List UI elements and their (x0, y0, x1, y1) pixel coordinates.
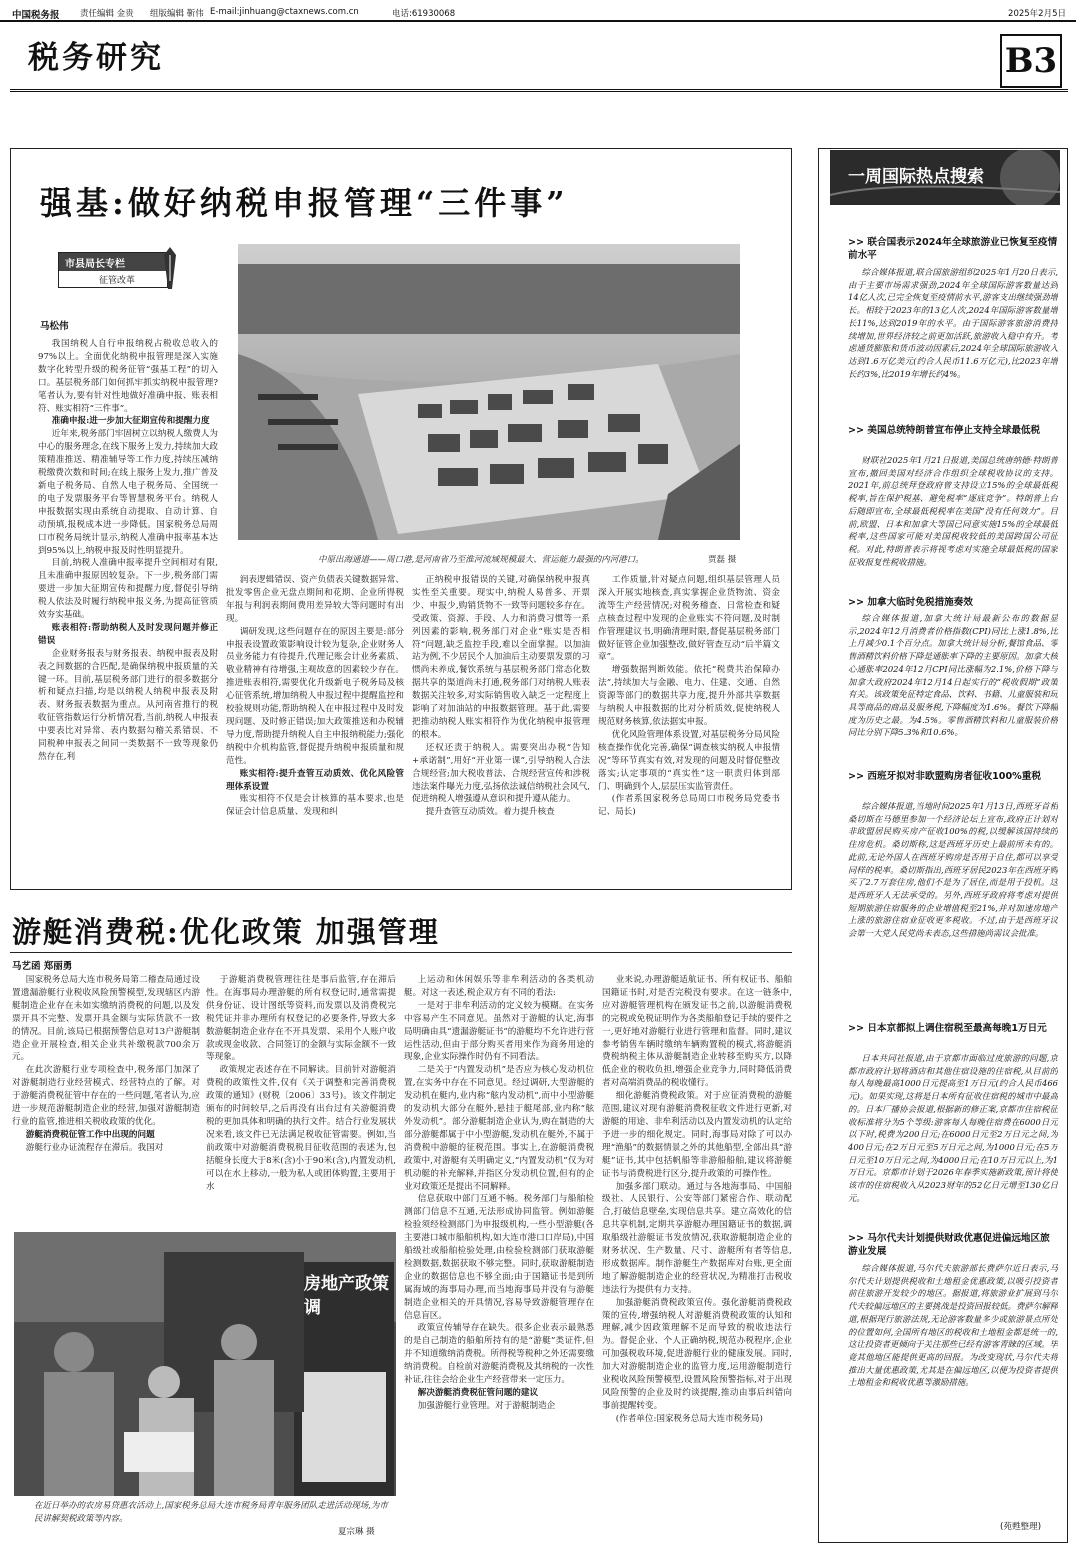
author-note: (作者系国家税务总局周口市税务局党委书记、局长) (598, 794, 780, 818)
sidebar-item-title: >> 日本京都拟上调住宿税至最高每晚1万日元 (848, 1023, 1047, 1034)
article2-col3 (404, 974, 594, 1538)
article1-col2 (226, 574, 404, 882)
page-number: B3 (1000, 34, 1062, 88)
paragraph: 企业财务报表与财务报表、纳税申报表及附表之间数据的合匹配,是确保纳税申报质量的关键一环。目前,基层税务部门进行的很多数据分析和疑点扫描,均是以纳税人纳税申报表及附表、财务报表数据为重点。从河南省推行的税收征管指数运行分析情况看,当前,纳税人申报表中要表比对异常、表内数据勾稽关系错误、不同税种申报表之间同一类数据不一致等现象仍然存在,利 (38, 648, 218, 762)
author-note: (作者单位:国家税务总局大连市税务局) (615, 1413, 763, 1424)
paragraph: 信息获取中部门互通不畅。税务部门与船舶检测部门信息不互通,无法形成协同监管。例如游艇检验须经检测部门为申报级机构,一些小型游艇(各主要港口城市船舶机构,如大连市港口口岸局),中国船级社或船舶检验处理,由检验检测部门获取游艇检测数据,数据获取不够完整。同时,获取游艇制造企业的数据信息也不够全面;由于国籍证书是到所属海域的海事局办理,而当地海事局并没有与游艇制造企业相关的开具情况,容易导致游艇管理存在信息盲区。 (404, 1194, 594, 1321)
sidebar-item-title: >> 马尔代夫计划提供财政优惠促进偏远地区旅游业发展 (848, 1233, 1050, 1257)
paragraph: 还权还责于纳税人。需要突出办税“告知+承诺制”,用好“开业第一课”,引导纳税人合法合规经营;加大税收普法、合规经营宣传和涉税违法案件曝光力度,弘扬依法诚信纳税社会风气,促进纳税人增强遵从意识和提升遵从能力。 (412, 742, 590, 805)
pen-icon (159, 245, 181, 291)
layout-editor: 组版编辑 靳伟 (150, 9, 204, 19)
paragraph: 加强游艇消费税政策宣传。强化游艇消费税政策的宣传,增强纳税人对游艇消费税政策的认知和理解,减少因政策理解不足而导致的税收违法行为。督促企业、个人正确纳税,规范办税程序,企业可加强税收环境,促进游艇行业的健康发展。同时,加大对游艇制造企业的监管力度,运用游艇制造行业税收风险预警模型,设置风险预警指标,对于出现风险预警的企业及时约谈提醒,推动由事后纠错向事前提醒转变。 (602, 1297, 792, 1411)
sidebar-item-body: 日本共同社报道,由于京都市面临过度旅游的问题,京都市政府计划将酒店和其他住宿设施的住宿税,从目前的每人每晚最高1000日元提高至1万日元(约合人民币466元)。如果实现,这将是日本所有征收住宿税的城市中最高的。日本厂播协会报道,根据新的修正案,京都市住宿税征收标准将分为5个等级:游客每人每晚住宿费在6000日元以下时,税费为200日元;在6000日元至2万日元之间,为400日元;在2万日元至5万日元之间,为1000日元;在5万日元至10万日元之间,为4000日元;在10万日元以上,为1万日元。京都市计划于2026年春季实施新政策,预计将使该市的住宿税收入从2023财年的52亿日元增至130亿日元。 (848, 1053, 1058, 1203)
paragraph: 我国纳税人自行申报纳税占税收总收入的97%以上。全面优化纳税申报管理是深入实施数字化转型升级的税务征管“强基工程”的切入口。基层税务部门如何抓牢抓实纳税申报管理?笔者认为,要有针对性地做好准确申报、账表相符、账实相符“三件事”。 (38, 339, 218, 414)
paragraph: 近年来,税务部门牢固树立以纳税人缴费人为中心的服务理念,在线下服务上发力,持续加大政策精准推送、精准辅导等工作力度,持续压减纳税缴费次数和时间;在线上服务上发力,推广普及新电子税务局、自然人电子税务局、全国统一的电子发票服务平台等智慧税务平台。纳税人申报数据实现由系统自动提取、自动计算、自动预填,报税成本进一步降低。国家税务总局周口市税务局统计显示,纳税人准确申报率基本达到95%以上,纳税申报及时性明显提升。 (38, 429, 218, 556)
article1-author: 马松伟 (40, 321, 69, 332)
sidebar-header (830, 150, 1060, 205)
paragraph: 业来说,办理游艇适航证书、所有权证书、船舶国籍证书时,对是否完税没有要求。在这一链条中,应对游艇管理机构在颁发证书之前,以游艇消费税的完税或免税证明作为各类船舶登记手续的要件之一,更好地对游艇行业进行管理和监督。同时,建议参考销售车辆时缴纳车辆购置税的模式,将游艇消费税纳税主体从游艇制造企业转移至购买方,以降低企业的税收负担,增强企业竞争力,同时降低消费者对高端消费品的税收懂行。 (602, 975, 792, 1089)
paragraph: 政策规定表述存在不同解读。目前针对游艇消费税的政策性文件,仅有《关于调整和完善消费税政策的通知》(财税〔2006〕33号)。该文件制定颁布的时间较早,之后再没有出台过有关游艇消费税的更加具体和明确的执行文件。结合行业发展状况来看,该文件已无法满足税收征管需要。例如,当前政策中对游艇消费税税目征收范围的表述为,包括艇身长度大于8米(含)小于90米(含),内置发动机,可以在水上移动,一般为私人或团体购置,主要用于水 (206, 1065, 396, 1192)
tax-service-credit: 夏宗琳 摄 (338, 1527, 375, 1537)
editor: 责任编辑 金贵 (80, 9, 134, 19)
paragraph: 目前,纳税人准确申报率提升空间相对有限,且未准确申报原因较复杂。下一步,税务部门需要进一步加大征期宣传和提醒力度,督促引导纳税人依法及时履行纳税申报义务,为提高征管质效夯实基础。 (38, 558, 218, 621)
paragraph: 上运动和休闲娱乐等非牟利活动的各类机动艇。对这一表述,税企双方有不同的看法: (404, 975, 594, 998)
article1-title: 强基:做好纳税申报管理“三件事” (40, 184, 569, 222)
paragraph: 加强游艇行业管理。对于游艇制造企 (417, 1400, 556, 1411)
port-photo-credit: 贾磊 摄 (708, 555, 737, 565)
section-banner (10, 26, 1068, 92)
column-sub: 征管改革 (99, 276, 136, 286)
article2-title: 游艇消费税:优化政策 加强管理 (12, 915, 440, 949)
tax-service-photo (14, 1232, 396, 1496)
sidebar-item-body: 综合媒体报道,加拿大统计局最新公布的数据显示,2024年12月消费者价格指数(CPI)同比上涨1.8%,比上月减少0.1个百分点。加拿大统计局分析,餐馆食品、零售酒精饮料价格下降是通胀率下降的主要原因。加拿大核心通胀率2024年12月CPI同比涨幅为2.1%,价格下降与加拿大政府2024年12月14日起实行的“税收假期”政策有关。该政策免征特定食品、饮料、书籍、儿童服装和玩具等商品的商品及服务税,下降幅度为1.6%。餐饮下降幅度为历史之最。为4.5%。零售酒精饮料和儿童服装价格同比分别下降5.3%和10.6%。 (848, 613, 1058, 738)
paragraph: 政策宣传辅导存在缺失。很多企业表示最熟悉的是自己制造的船舶所持有的是“游艇”类证件,但并不知道缴纳消费税。所得税等税种之外还需要缴纳消费税。自检前对游艇消费税及其纳税的一次性补证,往往会给企业生产经营带来一定压力。 (404, 1323, 594, 1386)
sidebar-item-title: >> 美国总统特朗普宣布停止支持全球最低税 (848, 425, 1041, 436)
paragraph: 调研发现,这些问题存在的原因主要是:部分申报表设置政策影响设计较为复杂,企业财务人员业务能力有待提升,代理记账会计业务素质、敬业精神有待增强,主观故意的因素较少存在。推进账表相符,需要优化升级新电子税务局及核心征管系统,增加纳税人申报过程中提醒监控和校验规则功能,帮助纳税人在申报过程中及时发现问题、及时修正错误;加大政策推送和办税辅导力度,帮助提升纳税人自主申报纳税能力;强化纳税中介机构监管,督促提升纳税申报质量和规范性。 (226, 626, 404, 766)
sidebar-item-body: 财联社2025年1月21日报道,美国总统唐纳德·特朗普宣布,撤回美国对经济合作组织全球税收协议的支持。2021年,前总统拜登政府曾支持设立15%的全球最低税税率,旨在保护税基、避免税率“逐底竞争”。特朗普上台后随即宣布,全球最低税税率在美国“没有任何效力”。目前,欧盟、日本和加拿大等国已同意实施15%的全球最低税率,这些国家可能对美国税收较低的美国跨国公司征税。对此,特朗普表示将视考虑对实施全球最低税的国家征收报复性税收措施。 (848, 455, 1058, 567)
paragraph: 游艇行业办证流程存在滞后。我国对 (25, 1142, 164, 1153)
paragraph: 于游艇消费税管理往往是事后监管,存在滞后性。在海事局办理游艇的所有权登记时,通常需提供身份证、设计图纸等资料,而发票以及消费税完税凭证并非办理所有权登记的必要条件,导致大多数游艇制造企业存在不开具发票、采用个人账户收款或现金收款、合同签订的金额与实际金额不一致等现象。 (206, 975, 396, 1063)
sidebar-item-body: 综合媒体报道,联合国旅游组织2025年1月20日表示,由于主要市场需求强劲,2024年全球国际游客数量达到14亿人次,已完全恢复至疫情前水平,游客支出继续强劲增长。相较于2023年的13亿人次,2024年国际游客数量增长11%,达到2019年的水平。由于国际游客旅游消费持续增加,世界经济较之前更加活跃,旅游收入稳中有升。考虑通货膨胀和货币波动因素后,2024年全球国际旅游收入达到1.6万亿美元(约合人民币11.6万亿元),比2023年增长约3%,比2019年增长约4%。 (848, 267, 1058, 379)
sidebar-item-title: >> 西班牙拟对非欧盟购房者征收100%重税 (848, 771, 1041, 782)
tax-service-caption: 在近日举办的农房易贷惠农活动上,国家税务总局大连市税务局青年服务团队走进活动现场,为市民讲解契税政策等内容。 (34, 1501, 388, 1524)
phone: 电话:61930068 (392, 9, 456, 19)
subheading: 游艇消费税征管工作中出现的问题 (25, 1129, 155, 1140)
paragraph: 提升查管互动质效。着力提升核查 (425, 807, 555, 818)
paragraph: 增强数据判断效能。依托“税费共治保障办法”,持续加大与金融、电力、住建、交通、自然资源等部门的数据共享力度,提升外部共享数据与纳税人申报数据的比对分析质效,促使纳税人规范财务核算,依法据实申报。 (598, 665, 780, 727)
subheading: 账实相符:提升查管互动质效、优化风险管理体系设置 (226, 768, 404, 792)
column-name: 市县局长专栏 (59, 253, 167, 271)
sidebar-title: 一周国际热点搜索 (848, 167, 984, 187)
paragraph: 账实相符不仅是会计核算的基本要求,也是保证会计信息质量、发现和纠 (226, 794, 404, 818)
port-aerial-image (238, 244, 740, 540)
paragraph: 在此次游艇行业专项检查中,税务部门加深了对游艇制造行业经营模式、经营特点的了解。对于游艇消费税征管中存在的一些问题,笔者认为,应进一步规范游艇制造企业的经营,加强对游艇制造行业的监管,推进相关税收政策的优化。 (12, 1065, 200, 1127)
article1-col4 (598, 574, 780, 882)
subheading: 账表相符:帮助纳税人及时发现问题并修正错误 (38, 622, 218, 646)
article2-col1 (12, 974, 200, 1210)
sidebar-item-title: >> 联合国表示2024年全球旅游业已恢复至疫情前水平 (848, 237, 1058, 261)
paragraph: 优化风险管理体系设置,对基层税务分局风险核查操作优化完善,确保“调查核实纳税人申报情况”等环节真实有效,对发现的问题及时督促整改落实;认定事项的“真实性”这一职责归体到部门、明确到个人,层层压实监管责任。 (598, 729, 780, 792)
paragraph: 国家税务总局大连市税务局第二稽查局通过设置遗漏游艇行业税收风险预警模型,发现辖区内游艇制造企业存在未如实缴纳消费税的问题,以及发票开具不完整、发票开具金额与实际货款不一致的情况。目前,该局已根据预警信息对13户游艇制造企业开展检查,相关企业共补缴税款700余万元。 (12, 975, 200, 1063)
paragraph: 工作质量,针对疑点问题,组织基层管理人员深入开展实地核查,真实掌握企业货物流、资金流等生产经营情况;对税务稽查、日常检查和疑点核查过程中发现的企业账实不符问题,及时制作管理建议书,明确清理时限,督促基层税务部门做好征管企业加强整改,做好管查互动“后半篇文章”。 (598, 575, 780, 663)
article2-author: 马艺函 郑丽勇 (12, 961, 73, 972)
article1-col1 (38, 338, 218, 882)
article2-col2 (206, 974, 396, 1210)
paragraph: 一是对于非牟利活动的定义较为模糊。在实务中容易产生不同意见。虽然对于游艇的认定,海事局明确由具“遗漏游艇证书”的游艇均不允许进行营运性活动,但由于部分购买者用来作为商务用途的现象,企业实际操作时仍有不同看法。 (404, 1000, 594, 1063)
article1-col3 (412, 574, 590, 882)
sidebar-item-body: 综合媒体报道,马尔代夫旅游部长费萨尔近日表示,马尔代夫计划提供税收和土地租金优惠政策,以吸引投资者前往旅游开发较少的地区。据报道,将旅游业扩展到马尔代夫较偏远地区的主要挑战是投资回报较低。费萨尔解释道,根据现行旅游法规,无论游客数量多少或旅游景点所处的位置如何,全国所有地区的税收和土地租金都是统一的,这让投资者更倾向于关注那些已经有游客青睐的区域。毕竟其他地区能提供更高的回报。为改变现状,马尔代夫将推出大量优惠政策,尤其是在偏远地区,以便为投资者提供土地租金和税收优惠等激励措施。 (848, 1263, 1058, 1388)
article2-col4 (602, 974, 792, 1538)
paragraph: 加强多部门联动。通过与各地海事局、中国船级社、人民银行、公安等部门紧密合作、联动配合,打破信息壁垒,实现信息共享。建立高效化的信息共享机制,定期共享游艇办理国籍证书的数据,调取船级社游艇证书发放情况,获取游艇制造企业的财务状况、生产数量、尺寸、游艇所有者等信息,形成数据库。制作游艇生产数据库对台账,更全面地了解游艇制造企业的经营状况,为精准打击税收违法行为提供有力支持。 (602, 1181, 792, 1295)
port-photo-caption: 中原出海通道——周口港,是河南省乃至淮河流域规模最大、营运能力最强的内河港口。 (318, 555, 644, 565)
paper-name: 中国税务报 (12, 10, 60, 21)
paragraph: 润表逻辑错误、资产负债表关键数据异常、批发零售企业无盘点期间和花期、企业所得税年报与利润表期间费用差异较大等问题时有出现。 (226, 575, 404, 624)
sidebar-credit: (苑甦整理) (1000, 1522, 1042, 1532)
column-badge (58, 252, 168, 288)
paragraph: 二是关于“内置发动机”是否应为核心发动机位置,在实务中存在不同意见。经过调研,大型游艇的发动机在艇内,业内称“舷内发动机”,而中小型游艇的发动机大部分在艇外,悬挂于艇尾部,业内称“舷外发动机”。部分游艇制造企业认为,购在制造的大部分游艇都属于中小型游艇,发动机在艇外,不属于消费税中游艇的征税范围。事实上,在游艇消费税政策中,对游艇有关明确定义,“内置发动机”仅为对机动艇的补充解释,并指区分发动机位置,但有的企业对政策还是提出不同解释。 (404, 1065, 594, 1192)
email: E-mail:jinhuang@ctaxnews.com.cn (210, 7, 359, 17)
paragraph: 正纳税申报错误的关键,对确保纳税申报真实性至关重要。现实中,纳税人易普多、开票少、申报少,购销货物不一致等问题较多存在。受政策、资源、手段、人力和消费习惯等一系列因素的影响,税务部门对企业“账实是否相符”问题,缺乏监控手段,难以全面掌握。以加油站为例,不少居民个人加油后主动要票发票的习惯尚未养成,餐饮系统与基层税务部门常态化数据共享的渠道尚未打通,税务部门对纳税人账表数据关注较多,对实际销售收入缺乏一定程度上影响了对加油站的申报数据管理。基于此,需要把推动纳税人账实相符作为优化纳税申报管理的根本。 (412, 575, 590, 740)
sidebar-item-title: >> 加拿大临时免税措施奏效 (848, 597, 973, 608)
paragraph: 细化游艇消费税政策。对于应征消费税的游艇范围,建议对现有游艇消费税征收文件进行更新,对游艇的用途、非牟利活动以及内置发动机的认定给予进一步的细化规定。同时,海事局对除了可以办理“渔船”的数据情景之外的其他船型,全部出具“游艇”证书,其中包括帆船等非游船船舶,建议将游艇证书与消费税进行区分,提升政策的可操作性。 (602, 1091, 792, 1179)
subheading: 准确申报:进一步加大征期宣传和提醒力度 (51, 416, 210, 427)
port-photo (238, 244, 740, 540)
photo-sign-text: 房地产政策调 (304, 1274, 389, 1318)
section-title: 税务研究 (28, 40, 164, 76)
date: 2025年2月5日 (1008, 9, 1066, 19)
subheading: 解决游艇消费税征管问题的建议 (417, 1388, 539, 1398)
masthead (0, 0, 1076, 22)
article2-rule (10, 952, 792, 953)
sidebar-item-body: 综合媒体报道,当地时间2025年1月13日,西班牙首相桑切斯在马德里参加一个经济论坛上宣布,政府正计划对非欧盟居民购买房产征收100%的税,以缓解该国持续的住房危机。桑切斯称,这是西班牙历史上最前所未有的。此前,无论外国人在西班牙购房是否用于自住,都可以享受同样的税率。桑切斯指出,西班牙居民2023年在西班牙购买了2.7万套住房,他们不是为了居住,而是用于投机。这是西班牙人无法承受的。另外,西班牙政府将考虑对提供短期旅游住宿服务的企业增值税至21%,并对加速房地产上涨的旅游住宿业征收更多税收。不过,由于是西班牙议会第一大党人民党尚未表态,这些措施尚需议会批准。 (848, 801, 1058, 939)
